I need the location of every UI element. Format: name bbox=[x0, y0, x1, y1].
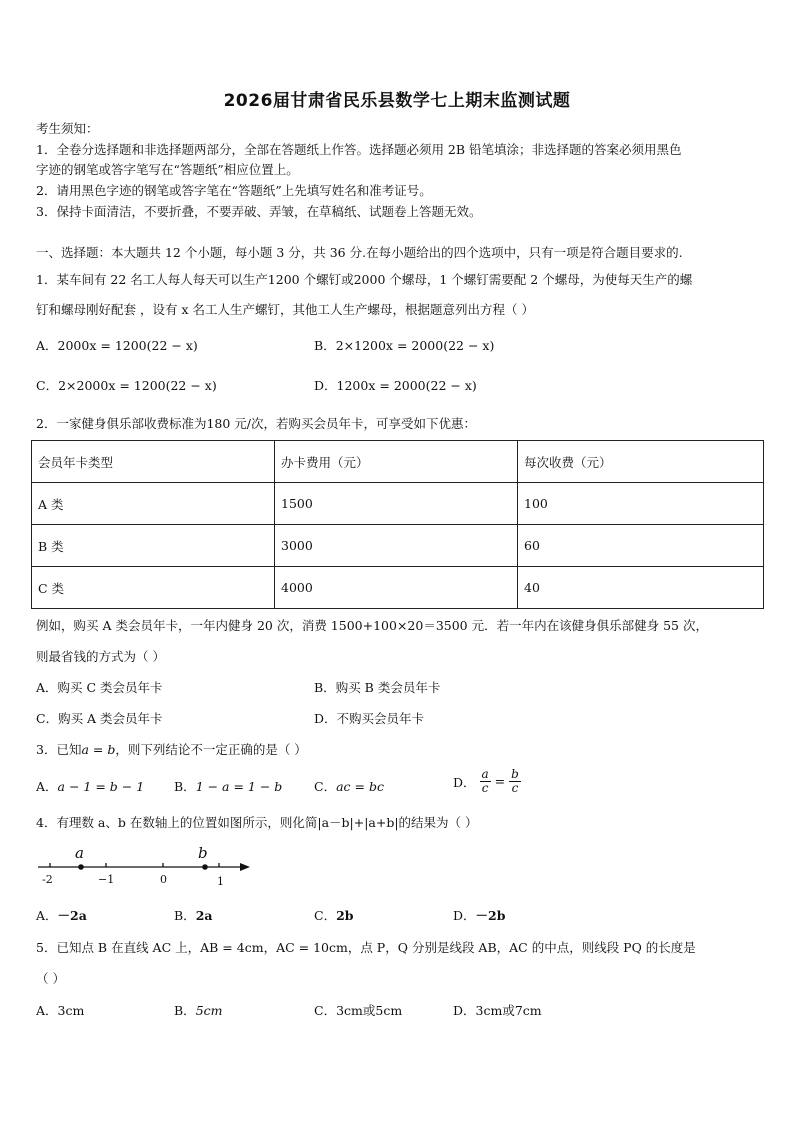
table-cell: 40 bbox=[518, 567, 764, 609]
q2-option-d[interactable] bbox=[314, 711, 424, 727]
stem-expr: a = b bbox=[81, 742, 116, 757]
axis-arrow-icon bbox=[240, 863, 250, 871]
q4-option-a[interactable] bbox=[36, 908, 87, 924]
table-cell: C 类 bbox=[32, 567, 275, 609]
q2-option-b[interactable] bbox=[314, 680, 440, 696]
q2-option-c[interactable] bbox=[36, 711, 163, 727]
option-label: D． bbox=[453, 774, 476, 790]
option-text: －2b bbox=[475, 908, 506, 923]
number-line-figure bbox=[36, 846, 252, 888]
option-expr: 2×2000x = 1200(22 − x) bbox=[58, 378, 217, 393]
table-header-cell: 每次收费（元） bbox=[518, 441, 764, 483]
fraction-b-over-c: $\frac{b}{c}$ bbox=[511, 767, 519, 795]
q5-option-c[interactable] bbox=[314, 1003, 402, 1019]
option-text: 2a bbox=[195, 908, 213, 923]
question-2-prompt: 则最省钱的方式为（ ） bbox=[36, 649, 165, 664]
section-heading: 一、选择题：本大题共 12 个小题，每小题 3 分，共 36 分.在每小题给出的四个选项中，只有一项是符合题目要求的. bbox=[36, 245, 683, 260]
question-2-example: 例如，购买 A 类会员年卡，一年内健身 20 次，消费 1500+100×20＝3500 元．若一年内在该健身俱乐部健身 55 次， bbox=[36, 618, 708, 633]
point-b-label: b bbox=[198, 844, 208, 862]
option-label: C． bbox=[314, 908, 337, 923]
stem-text: 3．已知 bbox=[36, 742, 82, 757]
notice-item: 3．保持卡面清洁，不要折叠，不要弄破、弄皱，在草稿纸、试题卷上答题无效。 bbox=[36, 204, 482, 219]
stem-text: ，则下列结论不一定正确的是（ ） bbox=[115, 742, 307, 757]
option-label: D． bbox=[453, 1003, 476, 1018]
table-header-cell: 会员年卡类型 bbox=[32, 441, 275, 483]
option-label: C． bbox=[36, 378, 59, 393]
q1-option-c[interactable] bbox=[36, 378, 217, 394]
q5-option-d[interactable] bbox=[453, 1003, 542, 1019]
membership-fee-table bbox=[31, 440, 764, 609]
option-text: 3cm或7cm bbox=[475, 1003, 542, 1018]
option-expr: ac = bc bbox=[336, 779, 384, 794]
q4-option-c[interactable] bbox=[314, 908, 354, 924]
option-label: C． bbox=[36, 711, 59, 726]
option-label: B． bbox=[314, 338, 336, 353]
question-3-stem bbox=[36, 742, 307, 758]
option-label: A． bbox=[36, 1003, 58, 1018]
fraction-a-over-c: $\frac{a}{c}$ bbox=[481, 767, 489, 795]
q1-option-b[interactable] bbox=[314, 338, 494, 354]
point-a-label: a bbox=[75, 844, 84, 862]
table-cell: B 类 bbox=[32, 525, 275, 567]
option-label: A． bbox=[36, 779, 58, 794]
option-label: D． bbox=[314, 378, 337, 393]
option-expr: 1 − a = 1 − b bbox=[195, 779, 283, 794]
option-text: 3cm或5cm bbox=[336, 1003, 403, 1018]
q4-option-b[interactable] bbox=[174, 908, 212, 924]
page-title: 2026届甘肃省民乐县数学七上期末监测试题 bbox=[223, 91, 571, 111]
question-1-stem: 钉和螺母刚好配套 ，设有 x 名工人生产螺钉，其他工人生产螺母，根据题意列出方程（ ） bbox=[36, 302, 534, 317]
option-text: 5cm bbox=[195, 1003, 223, 1018]
notice-heading: 考生须知： bbox=[36, 121, 99, 136]
table-header-cell: 办卡费用（元） bbox=[275, 441, 518, 483]
option-expr: 2×1200x = 2000(22 − x) bbox=[335, 338, 495, 353]
option-label: B． bbox=[174, 908, 196, 923]
table-header-row bbox=[32, 441, 764, 483]
table-row bbox=[32, 483, 764, 525]
option-text: －2a bbox=[57, 908, 87, 923]
point-b bbox=[202, 864, 208, 870]
option-text: 不购买会员年卡 bbox=[336, 711, 425, 726]
notice-item: 字迹的钢笔或答字笔写在“答题纸”相应位置上。 bbox=[36, 162, 299, 177]
option-text: 3cm bbox=[57, 1003, 85, 1018]
question-1-stem: 1．某车间有 22 名工人每人每天可以生产1200 个螺钉或2000 个螺母，1 个螺钉需要配 2 个螺母，为使每天生产的螺 bbox=[36, 272, 693, 287]
point-a bbox=[78, 864, 84, 870]
table-row bbox=[32, 525, 764, 567]
tick-label: -2 bbox=[42, 873, 53, 886]
option-label: A． bbox=[36, 680, 58, 695]
question-4-stem: 4．有理数 a、b 在数轴上的位置如图所示，则化简|a－b|+|a+b|的结果为（ ） bbox=[36, 815, 478, 830]
q3-option-a[interactable] bbox=[36, 779, 144, 795]
tick-label: 1 bbox=[217, 875, 224, 888]
table-cell: 100 bbox=[518, 483, 764, 525]
notice-item: 2．请用黑色字迹的钢笔或答字笔在“答题纸”上先填写姓名和准考证号。 bbox=[36, 183, 432, 198]
q1-option-a[interactable] bbox=[36, 338, 198, 354]
question-5-stem: 5．已知点 B 在直线 AC 上，AB = 4cm，AC = 10cm，点 P，Q 分别是线段 AB，AC 的中点，则线段 PQ 的长度是 bbox=[36, 940, 696, 955]
option-label: C． bbox=[314, 1003, 337, 1018]
table-cell: A 类 bbox=[32, 483, 275, 525]
option-expr: 1200x = 2000(22 − x) bbox=[336, 378, 477, 393]
q5-option-b[interactable] bbox=[174, 1003, 223, 1019]
option-label: A． bbox=[36, 908, 58, 923]
table-cell: 3000 bbox=[275, 525, 518, 567]
table-cell: 60 bbox=[518, 525, 764, 567]
table-cell: 4000 bbox=[275, 567, 518, 609]
option-label: A． bbox=[36, 338, 58, 353]
table-cell: 1500 bbox=[275, 483, 518, 525]
tick-label: 0 bbox=[160, 873, 167, 886]
q4-option-d[interactable] bbox=[453, 908, 505, 924]
question-5-stem: （ ） bbox=[36, 971, 65, 986]
option-text: 购买 C 类会员年卡 bbox=[57, 680, 163, 695]
option-label: B． bbox=[174, 779, 196, 794]
option-text: 购买 A 类会员年卡 bbox=[58, 711, 163, 726]
tick-label: −1 bbox=[98, 873, 115, 886]
option-expr: 2000x = 1200(22 − x) bbox=[57, 338, 198, 353]
option-label: D． bbox=[314, 711, 337, 726]
option-label: D． bbox=[453, 908, 476, 923]
option-label: C． bbox=[314, 779, 337, 794]
option-expr: a − 1 = b − 1 bbox=[57, 779, 145, 794]
notice-item: 1．全卷分选择题和非选择题两部分，全部在答题纸上作答。选择题必须用 2B 铅笔填涂；非选择题的答案必须用黑色 bbox=[36, 142, 682, 157]
option-text: 购买 B 类会员年卡 bbox=[335, 680, 441, 695]
table-row bbox=[32, 567, 764, 609]
question-2-stem: 2．一家健身俱乐部收费标准为180 元/次，若购买会员年卡，可享受如下优惠： bbox=[36, 416, 476, 431]
q3-option-c[interactable] bbox=[314, 779, 384, 795]
option-label: B． bbox=[314, 680, 336, 695]
q2-option-a[interactable] bbox=[36, 680, 163, 696]
q3-option-b[interactable] bbox=[174, 779, 282, 795]
option-text: 2b bbox=[336, 908, 354, 923]
q5-option-a[interactable] bbox=[36, 1003, 84, 1019]
q1-option-d[interactable] bbox=[314, 378, 477, 394]
q3-option-d[interactable]: D． $\frac{a}{c}$ = $\frac{b}{c}$ bbox=[453, 767, 519, 795]
option-label: B． bbox=[174, 1003, 196, 1018]
